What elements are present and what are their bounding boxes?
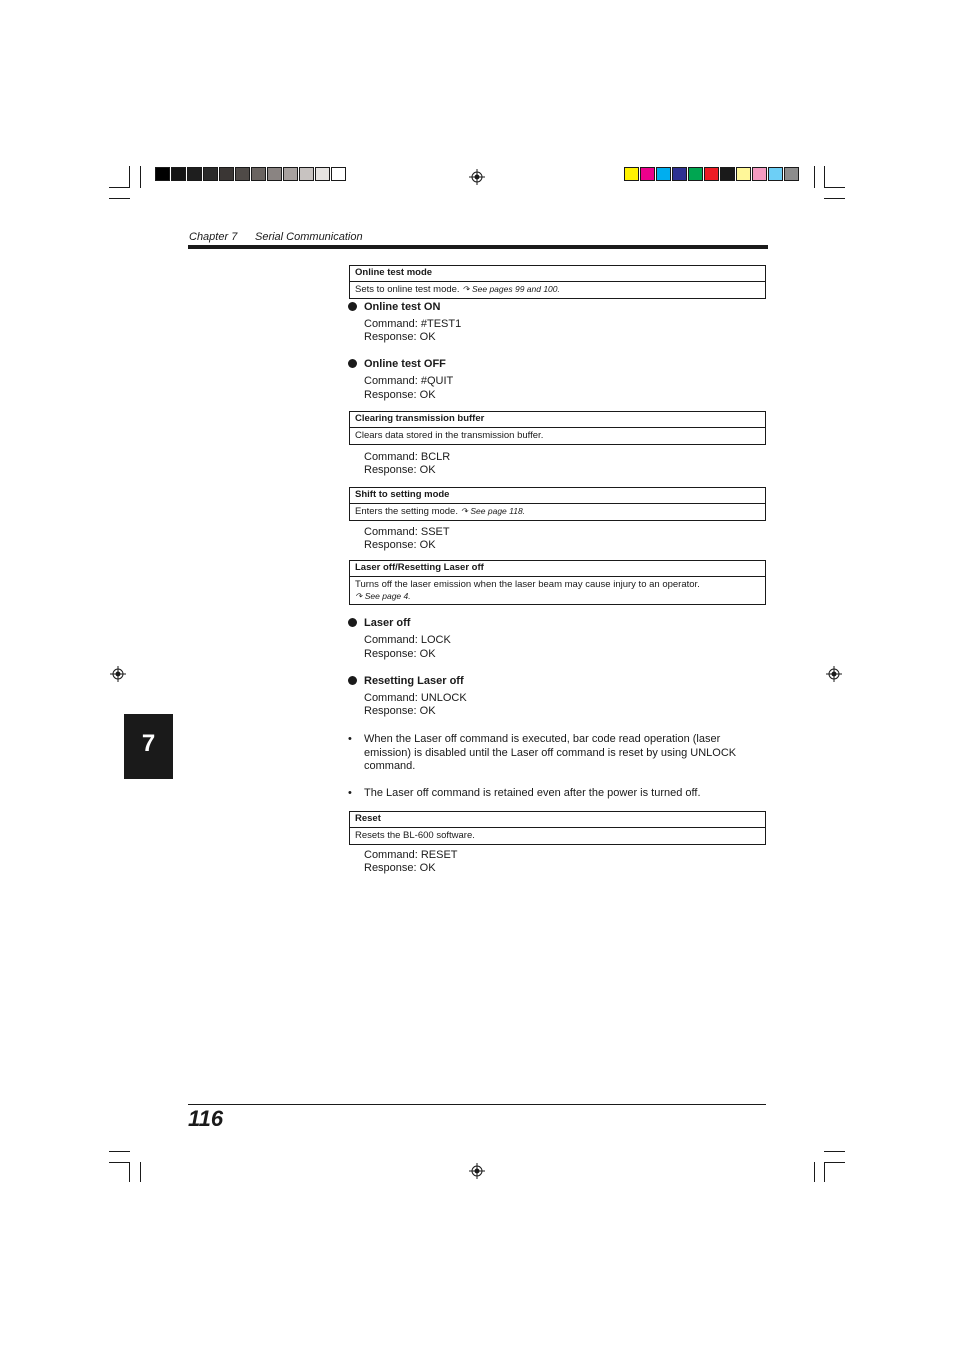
color-swatch (331, 167, 346, 181)
command-text: Command: LOCK (364, 634, 451, 646)
color-swatch (171, 167, 186, 181)
note-text: When the Laser off command is executed, bar code read operation (laser emission) is disabled until the Laser off command is reset by using UNLOCK command. (364, 733, 737, 772)
color-swatch (768, 167, 783, 181)
description-text: Sets to online test mode. (355, 284, 460, 295)
color-swatch (219, 167, 234, 181)
crop-mark (824, 166, 825, 188)
bullet-dot-icon (348, 618, 357, 627)
response-text: Response: OK (364, 705, 436, 717)
page-reference-link[interactable]: See page 118. (470, 506, 526, 516)
chapter-tab-number: 7 (141, 730, 156, 757)
color-swatch (267, 167, 282, 181)
command-box-setting-mode (349, 487, 766, 521)
crop-mark (824, 1151, 845, 1152)
command-text: Command: #TEST1 (364, 318, 462, 330)
box-description (350, 282, 765, 298)
box-title: Reset (350, 812, 765, 828)
description-text: Enters the setting mode. (355, 506, 458, 517)
note-item (348, 733, 758, 774)
page-number: 116 (188, 1106, 224, 1131)
crop-mark (824, 198, 845, 199)
box-description: Clears data stored in the transmission buffer. (355, 430, 544, 441)
crop-mark (109, 187, 130, 188)
command-box-online-test (349, 265, 766, 299)
page-reference-icon: ↷ (355, 590, 363, 601)
page-reference-icon: ↷ (460, 506, 468, 516)
crop-mark (129, 166, 130, 188)
color-swatch (720, 167, 735, 181)
page-reference-link[interactable]: See page 4. (364, 590, 411, 601)
color-swatch (187, 167, 202, 181)
color-swatch (235, 167, 250, 181)
subheading-laser-off (348, 617, 410, 630)
response-text: Response: OK (364, 389, 436, 401)
chapter-tab (124, 714, 173, 779)
crop-mark (824, 187, 845, 188)
command-box-clear-buffer (349, 411, 766, 445)
command-box-laser (349, 560, 766, 605)
color-swatch (752, 167, 767, 181)
bullet-dot-icon (348, 359, 357, 368)
color-swatch (656, 167, 671, 181)
page-reference-icon: ↷ (462, 284, 470, 294)
color-swatch (640, 167, 655, 181)
color-swatch (624, 167, 639, 181)
footer-rule (188, 1104, 766, 1105)
crop-mark (814, 166, 815, 188)
registration-mark-icon (469, 169, 485, 185)
color-swatch (203, 167, 218, 181)
color-swatch (299, 167, 314, 181)
box-description (350, 577, 765, 604)
crop-mark (109, 1162, 130, 1163)
bullet-mark: • (348, 787, 352, 799)
registration-mark-icon (469, 1163, 485, 1179)
chapter-label: Chapter 7 (189, 231, 238, 243)
crop-mark (814, 1162, 815, 1182)
subheading-text: Laser off (364, 617, 411, 629)
box-title: Online test mode (350, 266, 765, 282)
box-title: Laser off/Resetting Laser off (350, 561, 765, 577)
crop-mark (824, 1162, 825, 1182)
command-text: Command: RESET (364, 849, 458, 861)
command-text: Command: #QUIT (364, 375, 454, 387)
crop-mark (140, 1162, 141, 1182)
registration-mark-icon (826, 666, 842, 682)
subheading-resetting-laser-off (348, 675, 464, 688)
box-description (350, 504, 765, 520)
crop-mark (109, 198, 130, 199)
subheading-online-test-on (348, 301, 440, 314)
crop-mark (109, 1151, 130, 1152)
bullet-mark: • (348, 733, 352, 745)
registration-mark-icon (110, 666, 126, 682)
command-box-reset (349, 811, 766, 845)
bullet-dot-icon (348, 676, 357, 685)
crop-mark (824, 1162, 845, 1163)
color-swatch (704, 167, 719, 181)
color-swatch (784, 167, 799, 181)
box-title: Shift to setting mode (350, 488, 765, 504)
command-text: Command: BCLR (364, 451, 451, 463)
response-text: Response: OK (364, 539, 436, 551)
command-text: Command: UNLOCK (364, 692, 467, 704)
note-item (348, 787, 758, 801)
crop-mark (140, 166, 141, 188)
bullet-dot-icon (348, 302, 357, 311)
crop-mark (129, 1162, 130, 1182)
description-text: Turns off the laser emission when the laser beam may cause injury to an operator. (355, 579, 700, 590)
subheading-text: Online test ON (364, 301, 441, 313)
color-swatch (315, 167, 330, 181)
box-title: Clearing transmission buffer (350, 412, 765, 428)
response-text: Response: OK (364, 648, 436, 660)
color-swatch (155, 167, 170, 181)
response-text: Response: OK (364, 331, 436, 343)
color-swatch (283, 167, 298, 181)
color-swatch (251, 167, 266, 181)
header-rule (188, 245, 768, 249)
color-swatch (672, 167, 687, 181)
page-reference-link[interactable]: See pages 99 and 100. (471, 284, 560, 294)
box-description: Resets the BL-600 software. (355, 830, 475, 841)
command-text: Command: SSET (364, 526, 450, 538)
color-swatch (688, 167, 703, 181)
response-text: Response: OK (364, 464, 436, 476)
note-text: The Laser off command is retained even after the power is turned off. (364, 787, 701, 799)
subheading-online-test-off (348, 358, 446, 371)
subheading-text: Online test OFF (364, 358, 446, 370)
subheading-text: Resetting Laser off (364, 675, 464, 687)
color-swatch (736, 167, 751, 181)
section-label: Serial Communication (255, 231, 363, 243)
response-text: Response: OK (364, 862, 436, 874)
